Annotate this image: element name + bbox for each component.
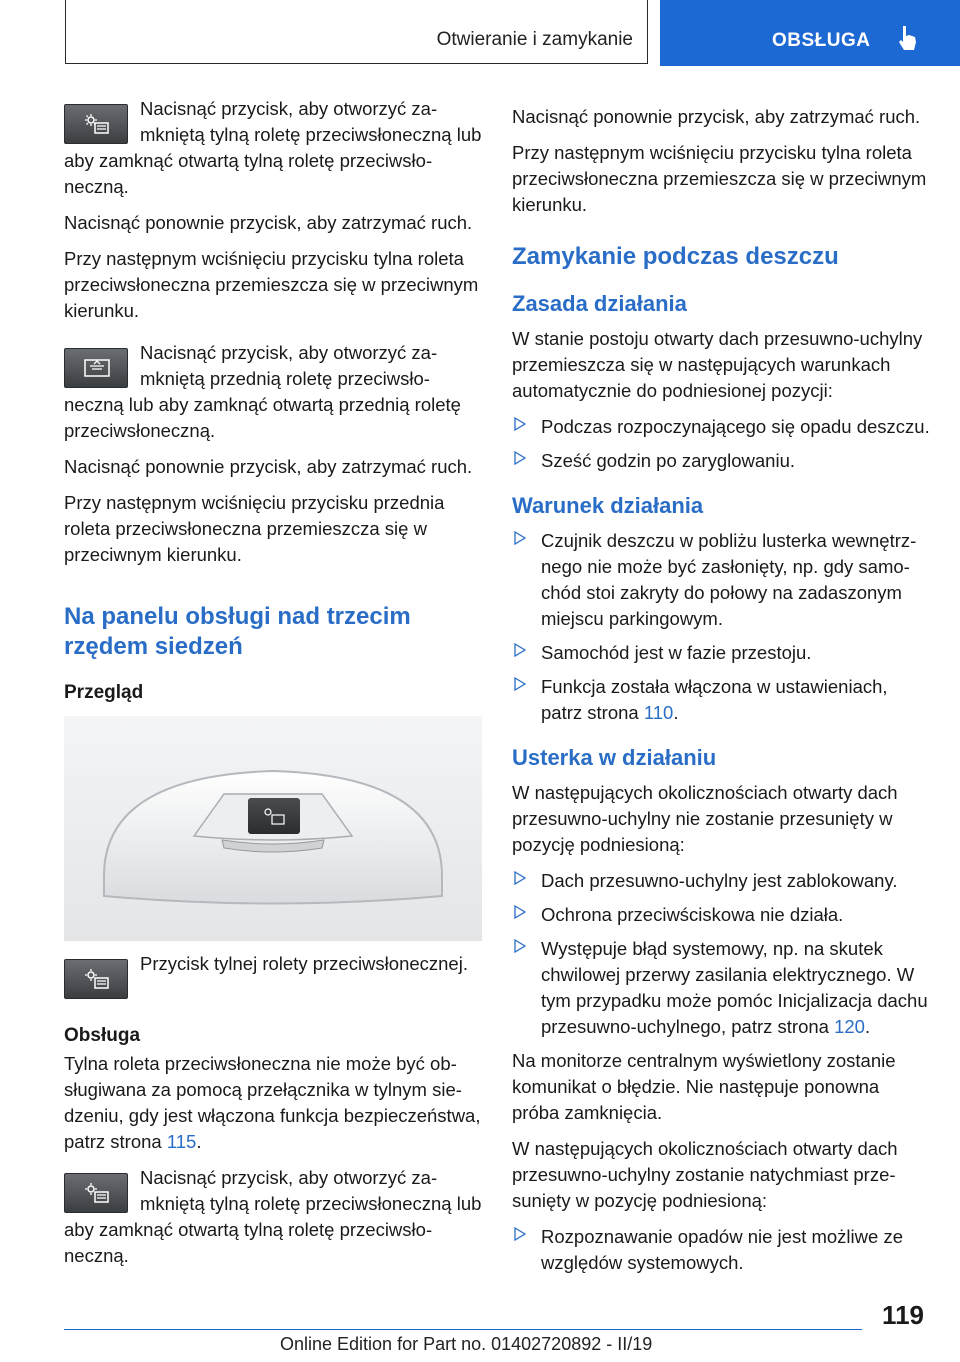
paragraph: Nacisnąć przycisk, aby otworzyć zamkniętą przednią roletę przeciwsłoneczną lub aby zamknąć otwartą przednią roletę przeciwsłoneczną. bbox=[64, 342, 461, 441]
list-item bbox=[512, 1224, 930, 1276]
rear-sunblind-button-icon bbox=[64, 1173, 128, 1213]
page-header bbox=[0, 0, 960, 66]
subheading-operation: Obsługa bbox=[64, 1025, 141, 1046]
rear-blind-instruction bbox=[64, 1165, 482, 1279]
list-item bbox=[512, 868, 930, 894]
page-number: 119 bbox=[882, 1300, 924, 1330]
footer-divider bbox=[64, 1329, 862, 1330]
list-item bbox=[512, 528, 930, 632]
triangle-bullet-icon bbox=[514, 1227, 526, 1241]
paragraph: Przy następnym wciśnięciu przycisku tylna roleta przeciwsłoneczna przemieszcza się w przeciwnym kierunku. bbox=[512, 142, 927, 215]
triangle-bullet-icon bbox=[514, 677, 526, 691]
paragraph: W następujących okolicznościach otwarty dach przesuwno-uchylny zostanie natychmiast przesunięty w pozycję podniesioną: bbox=[512, 1138, 898, 1211]
paragraph: Nacisnąć ponownie przycisk, aby zatrzymać ruch. bbox=[512, 106, 921, 127]
page-link[interactable]: 115 bbox=[166, 1131, 197, 1152]
section-tab-label: OBSŁUGA bbox=[772, 30, 871, 51]
caption: Przycisk tylnej rolety przeciwsłonecznej. bbox=[140, 953, 468, 974]
front-blind-instruction bbox=[64, 340, 482, 454]
page-link[interactable]: 110 bbox=[643, 702, 674, 723]
rear-blind-instruction bbox=[64, 96, 482, 210]
triangle-bullet-icon bbox=[514, 939, 526, 953]
rear-sunblind-button-icon bbox=[64, 959, 128, 999]
paragraph: Przy następnym wciśnięciu przycisku przednia roleta przeciwsłoneczna przemieszcza się w przeciwnym kierunku. bbox=[64, 492, 445, 565]
header-title-box bbox=[65, 0, 648, 64]
subheading-condition: Warunek działania bbox=[512, 493, 704, 518]
paragraph: Nacisnąć ponownie przycisk, aby zatrzymać ruch. bbox=[64, 456, 473, 477]
paragraph: Przy następnym wciśnięciu przycisku tylna roleta przeciwsłoneczna przemieszcza się w przeciwnym kierunku. bbox=[64, 248, 479, 321]
paragraph-text: Tylna roleta przeciwsłoneczna nie może być obsługiwana za pomocą przełącznika w tylnym siedzeniu, gdy jest włączona funkcja bezpieczeństwa, patrz strona bbox=[64, 1053, 481, 1152]
front-sunblind-button-icon bbox=[64, 348, 128, 388]
list-item-text: Dach przesuwno-uchylny jest zablokowany. bbox=[541, 870, 898, 891]
overhead-console-illustration bbox=[64, 716, 482, 941]
triangle-bullet-icon bbox=[514, 531, 526, 545]
subheading-principle: Zasada działania bbox=[512, 291, 687, 316]
list-item-text: Występuje błąd systemowy, np. na skutek chwilowej przerwy zasilania elektrycznego. W tym przypadku może pomóc Inicjalizacja dachu przesuwno-uchylnego, patrz strona bbox=[541, 938, 928, 1037]
list-item-text: Podczas rozpoczynającego się opadu deszczu. bbox=[541, 416, 930, 437]
list-item: Funkcja została włączona w ustawieniach, patrz strona 110. bbox=[512, 674, 930, 726]
paragraph: Nacisnąć przycisk, aby otworzyć zamkniętą tylną roletę przeciwsłoneczną lub aby zamknąć otwartą tylną roletę przeciwsłoneczną. bbox=[64, 1167, 482, 1266]
bullet-list bbox=[512, 414, 930, 474]
list-item bbox=[512, 448, 930, 474]
rear-sunblind-button-icon bbox=[64, 104, 128, 144]
left-column bbox=[64, 96, 482, 1279]
hand-pointer-icon bbox=[896, 24, 918, 52]
subheading-fault: Usterka w działaniu bbox=[512, 745, 717, 770]
list-item bbox=[512, 902, 930, 928]
rear-blind-button-caption bbox=[64, 951, 482, 1003]
triangle-bullet-icon bbox=[514, 871, 526, 885]
paragraph: Nacisnąć ponownie przycisk, aby zatrzymać ruch. bbox=[64, 212, 473, 233]
bullet-list bbox=[512, 528, 930, 726]
paragraph: Na monitorze centralnym wyświetlony zostanie komunikat o błędzie. Nie następuje ponowna próba zamknięcia. bbox=[512, 1050, 896, 1123]
right-column bbox=[512, 104, 930, 1284]
paragraph: Tylna roleta przeciwsłoneczna nie może być obsługiwana za pomocą przełącznika w tylnym siedzeniu, gdy jest włączona funkcja bezpieczeństwa, patrz strona 115. bbox=[64, 1053, 481, 1152]
overhead-panel-photo bbox=[64, 716, 482, 941]
paragraph: W stanie postoju otwarty dach przesuwno-uchylny przemieszcza się w następujących warunkach automatycznie do podniesionej pozycji: bbox=[512, 328, 923, 401]
list-item-text: Samochód jest w fazie przestoju. bbox=[541, 642, 812, 663]
list-item-text: Funkcja została włączona w ustawieniach, patrz strona bbox=[541, 676, 888, 723]
list-item-text: Ochrona przeciwściskowa nie działa. bbox=[541, 904, 844, 925]
list-item bbox=[512, 640, 930, 666]
list-item-text: Rozpoznawanie opadów nie jest możliwe ze względów systemowych. bbox=[541, 1226, 903, 1273]
section-heading: Zamykanie podczas deszczu bbox=[512, 243, 839, 270]
list-item-text: Sześć godzin po zaryglowaniu. bbox=[541, 450, 796, 471]
bullet-list bbox=[512, 868, 930, 1040]
triangle-bullet-icon bbox=[514, 451, 526, 465]
section-tab bbox=[660, 0, 960, 66]
paragraph: Nacisnąć przycisk, aby otworzyć zamkniętą tylną roletę przeciwsłoneczną lub aby zamknąć otwartą tylną roletę przeciwsłoneczną. bbox=[64, 98, 482, 197]
bullet-list bbox=[512, 1224, 930, 1276]
edition-footer: Online Edition for Part no. 01402720892 - II/19 bbox=[280, 1334, 653, 1354]
page-link[interactable]: 120 bbox=[834, 1016, 865, 1037]
triangle-bullet-icon bbox=[514, 643, 526, 657]
section-heading: Na panelu obsługi nad trzecim rzędem siedzeń bbox=[64, 603, 411, 660]
list-item: Występuje błąd systemowy, np. na skutek chwilowej przerwy zasilania elektrycznego. W tym przypadku może pomóc Inicjalizacja dachu przesuwno-uchylnego, patrz strona 120. bbox=[512, 936, 930, 1040]
triangle-bullet-icon bbox=[514, 417, 526, 431]
list-item-text: Czujnik deszczu w pobliżu lusterka wewnętrznego nie może być zasłonięty, np. gdy samochód stoi zakryty do połowy na zadaszonym miejscu parkingowym. bbox=[541, 530, 917, 629]
paragraph: W następujących okolicznościach otwarty dach przesuwno-uchylny nie zostanie przesunięty w pozycję podniesioną: bbox=[512, 782, 898, 855]
subheading-overview: Przegląd bbox=[64, 682, 144, 703]
triangle-bullet-icon bbox=[514, 905, 526, 919]
chapter-title: Otwieranie i zamykanie bbox=[436, 29, 633, 50]
list-item bbox=[512, 414, 930, 440]
